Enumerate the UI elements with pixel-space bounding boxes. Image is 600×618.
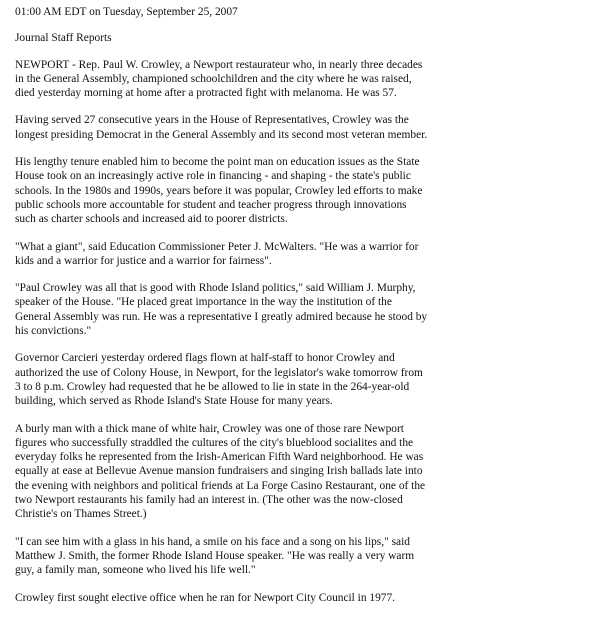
article-byline: Journal Staff Reports <box>15 32 112 45</box>
article-paragraph: Having served 27 consecutive years in the House of Representatives, Crowley was the longest presiding Democrat in the General Assembly and its second most veteran member. <box>15 114 428 141</box>
article-paragraph: A burly man with a thick mane of white hair, Crowley was one of those rare Newport figures who successfully straddled the cultures of the city's blueblood socialites and the everyday folks he represented from the Irish-American Fifth Ward neighborhood. He was equally at ease at Bellevue Avenue mansion fundraisers and singing Irish ballads late into the evening with neighbors and political friends at La Forge Casino Restaurant, one of the two Newport restaurants his family had an interest in. (The other was the now-closed Christie's on Thames Street.) <box>15 422 426 521</box>
article-paragraph: "What a giant", said Education Commissioner Peter J. McWalters. "He was a warrior for kids and a warrior for justice and a warrior for fairness". <box>15 240 419 267</box>
article-paragraph: "I can see him with a glass in his hand, a smile on his face and a song on his lips," said Matthew J. Smith, the former Rhode Island House speaker. "He was really a very warm guy, a family man, someone who lived his life well." <box>15 535 415 577</box>
article-body <box>15 5 430 618</box>
article-paragraph: Crowley first sought elective office when he ran for Newport City Council in 1977. <box>15 591 396 604</box>
article-paragraph: NEWPORT - Rep. Paul W. Crowley, a Newport restaurateur who, in nearly three decades in the General Assembly, championed schoolchildren and the city where he was raised, died yesterday morning at home after a protracted fight with melanoma. He was 57. <box>15 58 423 100</box>
article-paragraph: His lengthy tenure enabled him to become the point man on education issues as the State House took on an increasingly active role in financing - and shaping - the state's public schools. In the 1980s and 1990s, years before it was popular, Crowley led efforts to make public schools more accountable for student and teacher progress through innovations such as charter schools and increased aid to poorer districts. <box>15 156 423 226</box>
article-paragraph: "Paul Crowley was all that is good with Rhode Island politics," said William J. Murphy, speaker of the House. "He placed great importance in the way the institution of the General Assembly was run. He was a representative I greatly admired because he stood by his convictions." <box>15 282 428 338</box>
article-timestamp: 01:00 AM EDT on Tuesday, September 25, 2007 <box>15 6 238 18</box>
article-paragraph: Governor Carcieri yesterday ordered flags flown at half-staff to honor Crowley and authorized the use of Colony House, in Newport, for the legislator's wake tomorrow from 3 to 8 p.m. Crowley had requested that he be allowed to lie in state in the 264-year-old building, which served as Rhode Island's State House for many years. <box>15 352 423 408</box>
